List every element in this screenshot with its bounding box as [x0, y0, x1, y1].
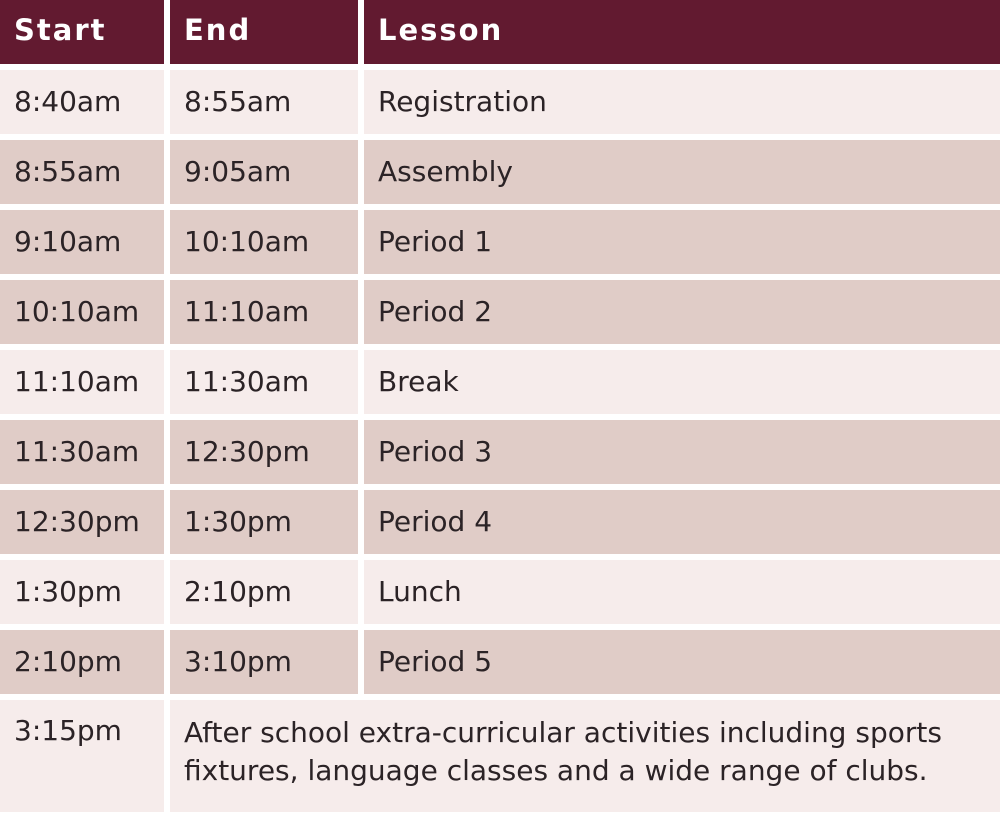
table-row [0, 350, 1000, 414]
table-row [0, 70, 1000, 134]
lesson-cell: Period 1 [364, 210, 1000, 274]
start-time-cell: 2:10pm [0, 630, 164, 694]
lesson-cell: Registration [364, 70, 1000, 134]
lesson-cell: Period 3 [364, 420, 1000, 484]
start-time-cell: 8:40am [0, 70, 164, 134]
lesson-cell: Assembly [364, 140, 1000, 204]
column-header-start: Start [0, 0, 164, 64]
lesson-cell: Period 2 [364, 280, 1000, 344]
end-time-cell: 9:05am [170, 140, 358, 204]
table-row [0, 560, 1000, 624]
start-time-cell: 12:30pm [0, 490, 164, 554]
start-time-cell: 11:30am [0, 420, 164, 484]
end-time-cell: 10:10am [170, 210, 358, 274]
column-header-end: End [170, 0, 358, 64]
column-header-lesson: Lesson [364, 0, 1000, 64]
end-time-cell: 12:30pm [170, 420, 358, 484]
table-header-row [0, 0, 1000, 64]
end-time-cell: 8:55am [170, 70, 358, 134]
lesson-cell: Period 5 [364, 630, 1000, 694]
end-time-cell: 11:10am [170, 280, 358, 344]
start-time-cell: 1:30pm [0, 560, 164, 624]
start-time-cell: 3:15pm [0, 700, 164, 812]
start-time-cell: 8:55am [0, 140, 164, 204]
after-school-note: After school extra-curricular activities including sports fixtures, language classes and a wide range of clubs. [170, 700, 1000, 812]
end-time-cell: 2:10pm [170, 560, 358, 624]
start-time-cell: 11:10am [0, 350, 164, 414]
end-time-cell: 11:30am [170, 350, 358, 414]
after-school-row [0, 700, 1000, 812]
table-row [0, 490, 1000, 554]
table-row [0, 140, 1000, 204]
lesson-cell: Break [364, 350, 1000, 414]
table-row [0, 280, 1000, 344]
table-row [0, 420, 1000, 484]
start-time-cell: 10:10am [0, 280, 164, 344]
table-row [0, 630, 1000, 694]
start-time-cell: 9:10am [0, 210, 164, 274]
end-time-cell: 1:30pm [170, 490, 358, 554]
end-time-cell: 3:10pm [170, 630, 358, 694]
table-row [0, 210, 1000, 274]
lesson-cell: Period 4 [364, 490, 1000, 554]
lesson-cell: Lunch [364, 560, 1000, 624]
